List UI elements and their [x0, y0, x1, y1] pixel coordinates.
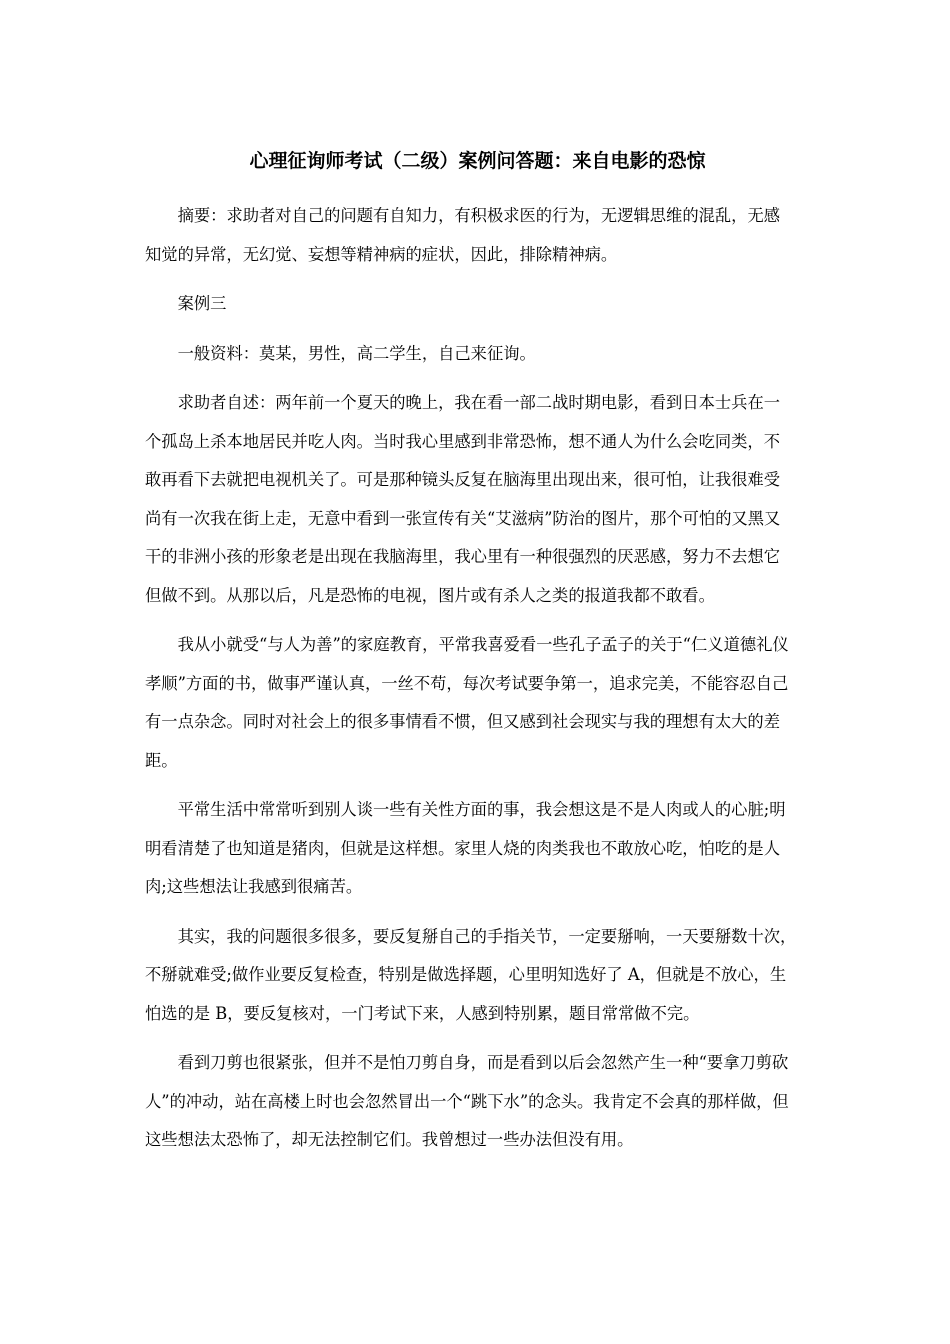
paragraph-line: 案例三 [177, 294, 227, 313]
paragraph [145, 197, 810, 274]
paragraph-line: 我从小就受“与人为善”的家庭教育，平常我喜爱看一些孔子孟子的关于“仁义道德礼仪 [177, 635, 789, 654]
paragraph-line: 求助者自述：两年前一个夏天的晚上，我在看一部二战时期电影，看到日本士兵在一 [177, 393, 781, 412]
paragraph [145, 918, 810, 1034]
paragraph-line: 一般资料：莫某，男性，高二学生，自己来征询。 [177, 343, 536, 363]
document-body [145, 197, 810, 1160]
paragraph-line: 个孤岛上杀本地居民并吃人肉。当时我心里感到非常恐怖，想不通人为什么会吃同类，不 [145, 431, 780, 451]
paragraph [145, 285, 810, 324]
paragraph-line: 摘要：求助者对自己的问题有自知力，有积极求医的行为，无逻辑思维的混乱，无感 [177, 206, 781, 225]
paragraph-line: 距。 [145, 750, 178, 770]
paragraph-line: 干的非洲小孩的形象老是出现在我脑海里，我心里有一种很强烈的厌恶感，努力不去想它 [145, 547, 780, 566]
paragraph [145, 1044, 810, 1160]
paragraph-line: 尚有一次我在街上走，无意中看到一张宣传有关“艾滋病”防治的图片，那个可怕的又黑又 [145, 508, 781, 528]
paragraph-line: 看到刀剪也很紧张，但并不是怕刀剪自身，而是看到以后会忽然产生一种“要拿刀剪砍 [177, 1053, 789, 1072]
paragraph-line: 肉;这些想法让我感到很痛苦。 [145, 877, 363, 896]
paragraph-line: 敢再看下去就把电视机关了。可是那种镜头反复在脑海里出现出来，很可怕，让我很难受 [145, 470, 780, 489]
paragraph-line: 明看清楚了也知道是猪肉，但就是这样想。家里人烧的肉类我也不敢放心吃，怕吃的是人 [145, 838, 780, 858]
paragraph-line: 但做不到。从那以后，凡是恐怖的电视，图片或有杀人之类的报道我都不敢看。 [145, 585, 715, 605]
paragraph-line: 人”的冲动，站在高楼上时也会忽然冒出一个“跳下水”的念头。我肯定不会真的那样做，但 [145, 1091, 789, 1111]
paragraph-line: 有一点杂念。同时对社会上的很多事情看不惯，但又感到社会现实与我的理想有太大的差 [145, 712, 780, 731]
paragraph-line: 知觉的异常，无幻觉、妄想等精神病的症状，因此，排除精神病。 [145, 244, 618, 264]
paragraph [145, 384, 810, 615]
paragraph [145, 335, 810, 374]
paragraph [145, 791, 810, 907]
paragraph [145, 626, 810, 780]
paragraph-line: 怕选的是 B，要反复核对，一门考试下来，人感到特别累，题目常常做不完。 [145, 1003, 700, 1023]
paragraph-line: 不掰就难受;做作业要反复检查，特别是做选择题，心里明知选好了 A，但就是不放心，生 [145, 965, 787, 984]
paragraph-line: 其实，我的问题很多很多，要反复掰自己的手指关节，一定要掰响，一天要掰数十次， [177, 926, 797, 946]
paragraph-line: 孝顺”方面的书，做事严谨认真，一丝不苟，每次考试要争第一，追求完美，不能容忍自己 [145, 673, 789, 693]
document-title: 心理征询师考试（二级）案例问答题：来自电影的恐惊 [249, 150, 706, 172]
paragraph-line: 这些想法太恐怖了，却无法控制它们。我曾想过一些办法但没有用。 [145, 1130, 634, 1149]
paragraph-line: 平常生活中常常听到别人谈一些有关性方面的事，我会想这是不是人肉或人的心脏;明 [177, 800, 786, 819]
